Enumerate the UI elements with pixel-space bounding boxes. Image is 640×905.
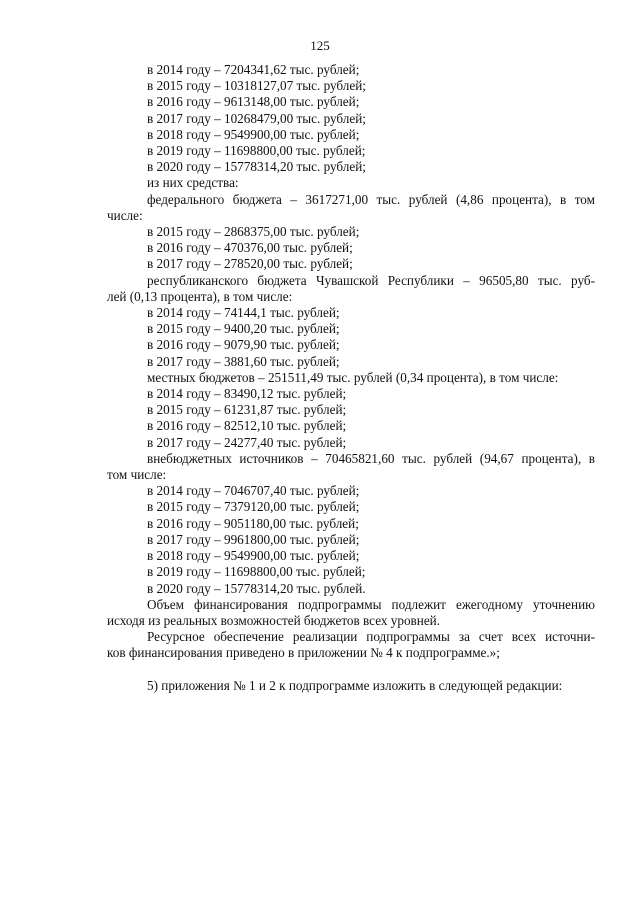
extrabudget-2015: в 2015 году – 7379120,00 тыс. рублей; xyxy=(147,499,360,515)
volume-paragraph-line2: исходя из реальных возможностей бюджетов всех уровней. xyxy=(107,612,441,628)
local-2015: в 2015 году – 61231,87 тыс. рублей; xyxy=(147,402,347,418)
republic-2017: в 2017 году – 3881,60 тыс. рублей; xyxy=(147,353,340,369)
local-2016: в 2016 году – 82512,10 тыс. рублей; xyxy=(147,418,347,434)
local-2017: в 2017 году – 24277,40 тыс. рублей; xyxy=(147,434,347,450)
paragraph-gap xyxy=(107,662,595,678)
federal-heading-cont: числе: xyxy=(107,207,143,223)
page-number: 125 xyxy=(310,38,330,53)
total-2016: в 2016 году – 9613148,00 тыс. рублей; xyxy=(147,94,360,110)
local-2014: в 2014 году – 83490,12 тыс. рублей; xyxy=(147,386,347,402)
extrabudget-2019: в 2019 году – 11698800,00 тыс. рублей; xyxy=(147,564,366,580)
extrabudget-heading-cont: том числе: xyxy=(107,467,167,483)
federal-2015: в 2015 году – 2868375,00 тыс. рублей; xyxy=(147,224,360,240)
republic-2015: в 2015 году – 9400,20 тыс. рублей; xyxy=(147,321,340,337)
federal-2016: в 2016 году – 470376,00 тыс. рублей; xyxy=(147,240,353,256)
total-2020: в 2020 году – 15778314,20 тыс. рублей; xyxy=(147,159,366,175)
total-2017: в 2017 году – 10268479,00 тыс. рублей; xyxy=(147,110,366,126)
extrabudget-2017: в 2017 году – 9961800,00 тыс. рублей; xyxy=(147,531,360,547)
resource-paragraph-line1: Ресурсное обеспечение реализации подпрограммы за счет всех источни- xyxy=(147,629,595,645)
document-body xyxy=(107,62,595,694)
republic-2014: в 2014 году – 74144,1 тыс. рублей; xyxy=(147,305,340,321)
federal-2017: в 2017 году – 278520,00 тыс. рублей; xyxy=(147,256,353,272)
volume-paragraph-line1: Объем финансирования подпрограммы подлежит ежегодному уточнению xyxy=(147,596,595,612)
local-heading: местных бюджетов – 251511,49 тыс. рублей (0,34 процента), в том числе: xyxy=(147,369,559,385)
extrabudget-2014: в 2014 году – 7046707,40 тыс. рублей; xyxy=(147,483,360,499)
extrabudget-2016: в 2016 году – 9051180,00 тыс. рублей; xyxy=(147,515,359,531)
item-5-paragraph: 5) приложения № 1 и 2 к подпрограмме изложить в следующей редакции: xyxy=(147,677,563,693)
resource-paragraph-line2: ков финансирования приведено в приложении № 4 к подпрограмме.»; xyxy=(107,645,500,661)
republic-2016: в 2016 году – 9079,90 тыс. рублей; xyxy=(147,337,340,353)
of-which-label: из них средства: xyxy=(147,175,239,191)
total-2015: в 2015 году – 10318127,07 тыс. рублей; xyxy=(147,78,366,94)
extrabudget-2020: в 2020 году – 15778314,20 тыс. рублей. xyxy=(147,580,366,596)
republic-heading: республиканского бюджета Чувашской Республики – 96505,80 тыс. руб- xyxy=(147,272,595,288)
total-2019: в 2019 году – 11698800,00 тыс. рублей; xyxy=(147,143,366,159)
extrabudget-heading: внебюджетных источников – 70465821,60 тыс. рублей (94,67 процента), в xyxy=(147,450,595,466)
republic-heading-cont: лей (0,13 процента), в том числе: xyxy=(107,288,293,304)
extrabudget-2018: в 2018 году – 9549900,00 тыс. рублей; xyxy=(147,548,360,564)
federal-heading: федерального бюджета – 3617271,00 тыс. рублей (4,86 процента), в том xyxy=(147,191,595,207)
total-2014: в 2014 году – 7204341,62 тыс. рублей; xyxy=(147,62,360,77)
total-2018: в 2018 году – 9549900,00 тыс. рублей; xyxy=(147,126,360,142)
